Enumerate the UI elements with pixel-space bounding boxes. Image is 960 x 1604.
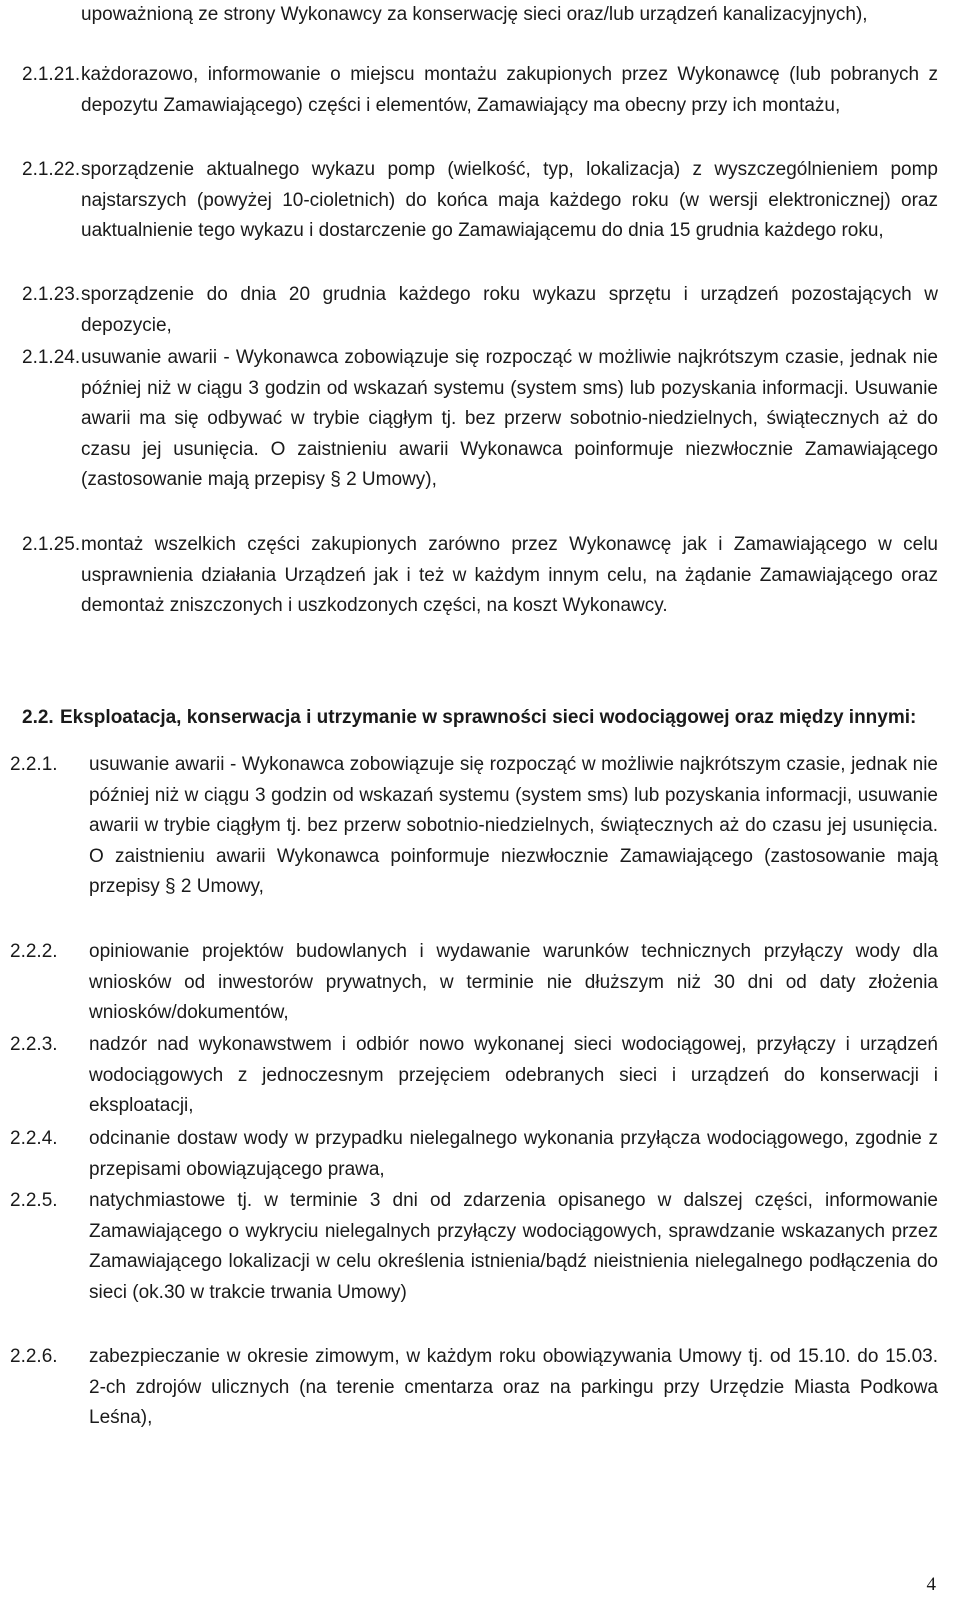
list-item-2-2-5 <box>10 1186 938 1308</box>
item-text: usuwanie awarii - Wykonawca zobowiązuje się rozpocząć w możliwie najkrótszym czasie, jednak nie później niż w ciągu 3 godzin od wskazań systemu (system sms) lub pozyskania informacji, usuwanie awarii w trybie ciągłym tj. bez przerw sobotnio-niedzielnych, świątecznych aż do czasu jej usunięcia. O zaistnieniu awarii Wykonawca poinformuje niezwłocznie Zamawiającego (zastosowanie mają przepisy § 2 Umowy, <box>89 754 938 897</box>
section-title: Eksploatacja, konserwacja i utrzymanie w sprawności sieci wodociągowej oraz między innymi: <box>60 707 917 728</box>
item-text: montaż wszelkich części zakupionych zarówno przez Wykonawcę jak i Zamawiającego w celu usprawnienia działania Urządzeń jak i też w każdym innym celu, na żądanie Zamawiającego oraz demontaż zniszczonych i uszkodzonych części, na koszt Wykonawcy. <box>81 534 938 616</box>
item-text: nadzór nad wykonawstwem i odbiór nowo wykonanej sieci wodociągowej, przyłączy i urządzeń wodociągowych z jednoczesnym przejęciem odebranych sieci i urządzeń do konserwacji i eksploatacji, <box>89 1034 938 1116</box>
item-number: 2.1.24. <box>22 347 81 368</box>
item-number: 2.1.22. <box>22 159 81 180</box>
item-number: 2.2.2. <box>10 941 58 962</box>
list-item-2-1-25 <box>22 530 938 622</box>
list-item-2-1-21 <box>22 60 938 121</box>
list-item-2-1-23 <box>22 280 938 341</box>
list-item-2-1-22 <box>22 155 938 247</box>
item-text: upoważnioną ze strony Wykonawcy za konserwację sieci oraz/lub urządzeń kanalizacyjnych), <box>81 4 868 25</box>
item-text: opiniowanie projektów budowlanych i wydawanie warunków technicznych przyłączy wody dla wniosków od inwestorów prywatnych, w terminie nie dłuższym niż 30 dni od daty złożenia wniosków/dokumentów, <box>89 941 938 1023</box>
item-text: zabezpieczanie w okresie zimowym, w każdym roku obowiązywania Umowy tj. od 15.10. do 15.03. 2-ch zdrojów ulicznych (na terenie cmentarza oraz na parkingu przy Urzędzie Miasta Podkowa Leśna), <box>89 1346 938 1428</box>
item-text: usuwanie awarii - Wykonawca zobowiązuje się rozpocząć w możliwie najkrótszym czasie, jednak nie później niż w ciągu 3 godzin od wskazań systemu (system sms) lub pozyskania informacji. Usuwanie awarii ma się odbywać w trybie ciągłym tj. bez przerw sobotnio-niedzielnych, świątecznych aż do czasu jej usunięcia. O zaistnieniu awarii Wykonawca poinformuje niezwłocznie Zamawiającego (zastosowanie mają przepisy § 2 Umowy), <box>81 347 938 490</box>
item-text: każdorazowo, informowanie o miejscu montażu zakupionych przez Wykonawcę (lub pobranych z depozytu Zamawiającego) części i elementów, Zamawiający ma obecny przy ich montażu, <box>81 64 938 116</box>
item-number: 2.2.1. <box>10 754 58 775</box>
list-item-2-2-4 <box>10 1124 938 1185</box>
item-text: natychmiastowe tj. w terminie 3 dni od zdarzenia opisanego w dalszej części, informowanie Zamawiającego o wykryciu nielegalnych przyłączy wodociągowych, sprawdzanie wskazanych przez Zamawiającego lokalizacji w celu określenia istnienia/bądź nieistnienia nielegalnego podłączenia do sieci (ok.30 w trakcie trwania Umowy) <box>89 1190 938 1303</box>
list-item-2-2-3 <box>10 1030 938 1122</box>
list-item-2-2-1 <box>10 750 938 903</box>
item-number: 2.2.5. <box>10 1190 58 1211</box>
page-number: 4 <box>926 1574 936 1595</box>
list-item-2-2-2 <box>10 937 938 1029</box>
item-number: 2.1.21. <box>22 64 81 85</box>
list-item-continuation <box>22 0 938 31</box>
list-item-2-2-6 <box>10 1342 938 1434</box>
section-number: 2.2. <box>22 707 54 728</box>
item-text: odcinanie dostaw wody w przypadku nielegalnego wykonania przyłącza wodociągowego, zgodnie z przepisami obowiązującego prawa, <box>89 1128 938 1180</box>
list-item-2-1-24 <box>22 343 938 496</box>
item-number: 2.2.4. <box>10 1128 58 1149</box>
item-text: sporządzenie aktualnego wykazu pomp (wielkość, typ, lokalizacja) z wyszczególnieniem pomp najstarszych (powyżej 10-cioletnich) do końca maja każdego roku (w wersji elektronicznej) oraz uaktualnienie tego wykazu i dostarczenie go Zamawiającemu do dnia 15 grudnia każdego roku, <box>81 159 938 241</box>
section-heading-2-2 <box>22 703 938 734</box>
item-number: 2.2.6. <box>10 1346 58 1367</box>
item-number: 2.1.25. <box>22 534 81 555</box>
item-number: 2.2.3. <box>10 1034 58 1055</box>
item-text: sporządzenie do dnia 20 grudnia każdego roku wykazu sprzętu i urządzeń pozostających w depozycie, <box>81 284 938 336</box>
item-number: 2.1.23. <box>22 284 81 305</box>
